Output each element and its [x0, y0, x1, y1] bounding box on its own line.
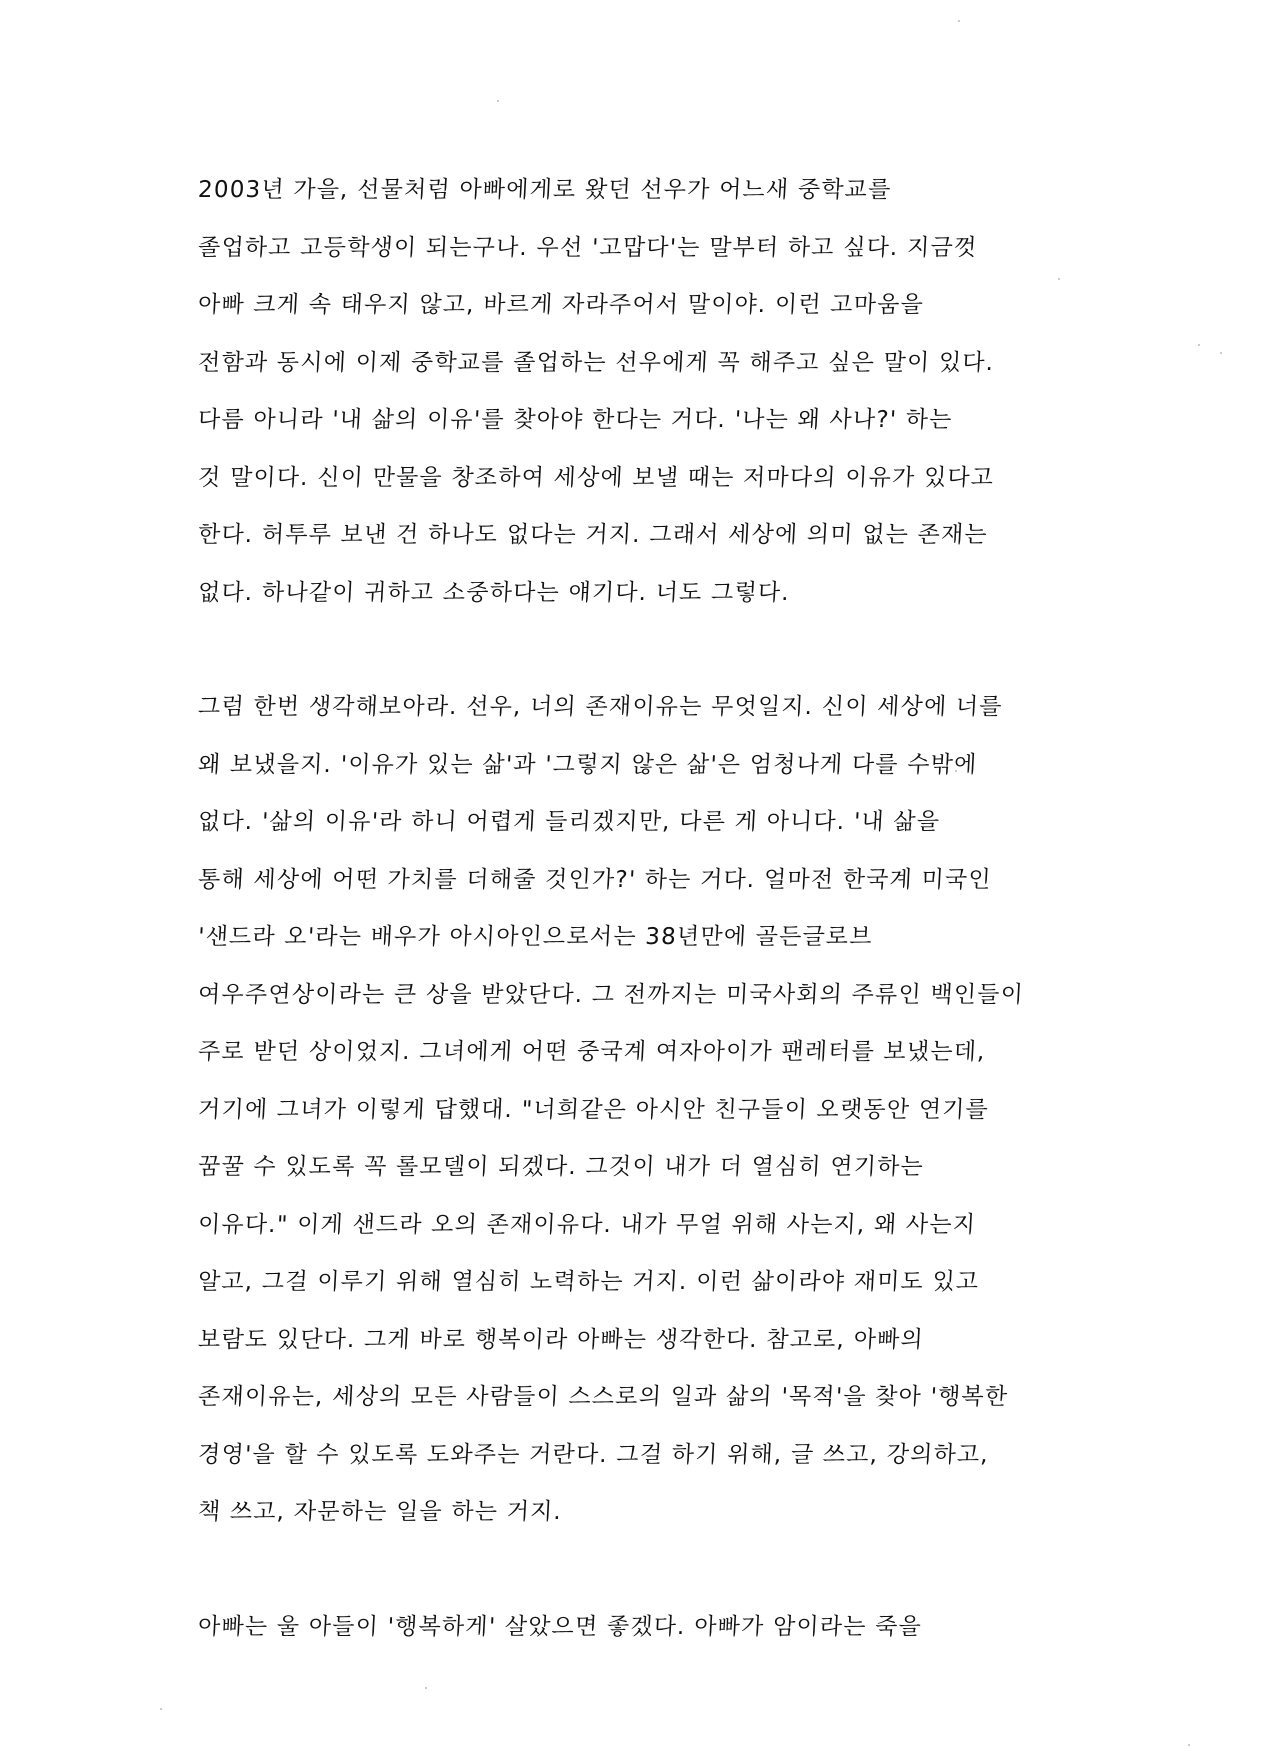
text-line: 그럼 한번 생각해보아라. 선우, 너의 존재이유는 무엇일지. 신이 세상에 너를 — [197, 694, 1004, 720]
text-line: 다름 아니라 '내 삶의 이유'를 찾아야 한다는 거다. '나는 왜 사나?' 하는 — [197, 407, 954, 433]
text-line: 것 말이다. 신이 만물을 창조하여 세상에 보낼 때는 저마다의 이유가 있다고 — [197, 464, 995, 491]
text-line: 전함과 동시에 이제 중학교를 졸업하는 선우에게 꼭 해주고 싶은 말이 있다. — [197, 349, 995, 376]
text-line: 여우주연상이라는 큰 상을 받았단다. 그 전까지는 미국사회의 주류인 백인들이 — [197, 981, 1025, 1008]
text-line: 꿈꿀 수 있도록 꼭 롤모델이 되겠다. 그것이 내가 더 열심히 연기하는 — [197, 1154, 925, 1180]
text-line: 왜 보냈을지. '이유가 있는 삶'과 '그렇지 않은 삶'은 엄청나게 다를 수밖에 — [197, 751, 979, 778]
paragraph-3 — [198, 1599, 1138, 1657]
text-line: 통해 세상에 어떤 가치를 더해줄 것인가?' 하는 거다. 얼마전 한국계 미국인 — [197, 866, 993, 893]
text-line: 없다. 하나같이 귀하고 소중하다는 얘기다. 너도 그렇다. — [197, 579, 791, 606]
text-line: 한다. 허투루 보낸 건 하나도 없다는 거지. 그래서 세상에 의미 없는 존재는 — [197, 522, 989, 548]
text-line: 이유다." 이게 샌드라 오의 존재이유다. 내가 무얼 위해 사는지, 왜 사는지 — [197, 1211, 977, 1238]
text-line: 2003년 가을, 선물처럼 아빠에게로 왔던 선우가 어느새 중학교를 — [197, 177, 893, 203]
paragraph-1 — [198, 162, 1138, 622]
text-line: 아빠 크게 속 태우지 않고, 바르게 자라주어서 말이야. 이런 고마움을 — [197, 292, 925, 318]
scan-speck — [1220, 352, 1222, 354]
scan-speck — [958, 20, 960, 22]
text-line: 거기에 그녀가 이렇게 답했대. "너희같은 아시안 친구들이 오랫동안 연기를 — [197, 1096, 990, 1123]
letter-body — [198, 162, 1138, 1713]
paragraph-2 — [198, 679, 1138, 1542]
text-line: 아빠는 울 아들이 '행복하게' 살았으면 좋겠다. 아빠가 암이라는 죽을 — [197, 1613, 923, 1640]
scan-speck — [1198, 344, 1200, 346]
text-line: 책 쓰고, 자문하는 일을 하는 거지. — [197, 1499, 563, 1525]
scan-speck — [160, 1708, 162, 1710]
text-line: '샌드라 오'라는 배우가 아시아인으로서는 38년만에 골든글로브 — [197, 924, 874, 950]
text-line: 없다. '삶의 이유'라 하니 어렵게 들리겠지만, 다른 게 아니다. '내 삶을 — [197, 809, 941, 835]
text-line: 주로 받던 상이었지. 그녀에게 어떤 중국계 여자아이가 팬레터를 보냈는데, — [197, 1039, 987, 1065]
scan-speck — [1188, 1744, 1190, 1746]
text-line: 알고, 그걸 이루기 위해 열심히 노력하는 거지. 이런 삶이라야 재미도 있고 — [197, 1269, 980, 1295]
text-line: 경영'을 할 수 있도록 도와주는 거란다. 그걸 하기 위해, 글 쓰고, 강의하고, — [197, 1441, 990, 1468]
text-line: 존재이유는, 세상의 모든 사람들이 스스로의 일과 삶의 '목적'을 찾아 '행복한 — [197, 1384, 1009, 1410]
text-line: 보람도 있단다. 그게 바로 행복이라 아빠는 생각한다. 참고로, 아빠의 — [197, 1326, 925, 1353]
text-line: 졸업하고 고등학생이 되는구나. 우선 '고맙다'는 말부터 하고 싶다. 지금껏 — [197, 234, 979, 261]
scan-speck — [497, 100, 499, 102]
